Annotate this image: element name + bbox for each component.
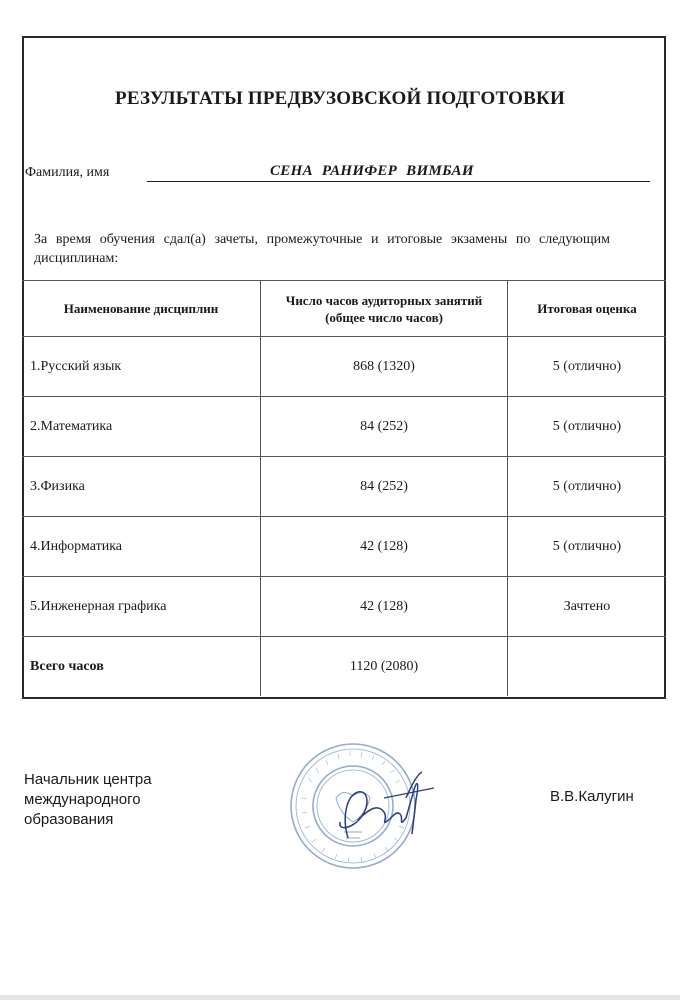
hours-cell: 42 (128) [261,577,508,637]
name-underline [147,181,650,182]
header-grade: Итоговая оценка [508,281,667,337]
total-row [22,637,666,697]
grade-cell: 5 (отлично) [508,517,667,577]
intro-text: За время обучения сдал(а) зачеты, промежуточные и итоговые экзамены по следующим дисциплинам: [34,232,610,266]
total-grade [508,637,667,697]
table-header-row [22,281,666,337]
grade-cell: 5 (отлично) [508,457,667,517]
name-label: Фамилия, имя [25,165,110,180]
hours-cell: 84 (252) [261,457,508,517]
hours-cell: 868 (1320) [261,337,508,397]
position-line: образования [24,811,114,828]
header-discipline: Наименование дисциплин [22,281,261,337]
discipline-cell: 4.Информатика [22,517,261,577]
header-hours: Число часов аудиторных занятий (общее число часов) [261,281,508,337]
name-row [25,163,650,183]
position-line: международного [24,791,141,808]
discipline-cell: 1.Русский язык [22,337,261,397]
official-stamp [288,738,438,873]
discipline-cell: 2.Математика [22,397,261,457]
table-row [22,397,666,457]
document-title: РЕЗУЛЬТАТЫ ПРЕДВУЗОВСКОЙ ПОДГОТОВКИ [115,88,565,109]
table-row [22,337,666,397]
table-row [22,457,666,517]
total-hours: 1120 (2080) [261,637,508,697]
total-label: Всего часов [22,637,261,697]
discipline-cell: 5.Инженерная графика [22,577,261,637]
table-row [22,577,666,637]
hours-cell: 42 (128) [261,517,508,577]
discipline-cell: 3.Физика [22,457,261,517]
grades-table [22,280,666,696]
hours-cell: 84 (252) [261,397,508,457]
page-bottom-edge [0,995,680,1000]
grade-cell: 5 (отлично) [508,397,667,457]
table-row [22,517,666,577]
grade-cell: Зачтено [508,577,667,637]
student-name: СЕНА РАНИФЕР ВИМБАИ [270,163,474,179]
grade-cell: 5 (отлично) [508,337,667,397]
signer-position [24,770,152,830]
signer-name: В.В.Калугин [550,788,634,805]
stamp-seal [291,744,415,868]
position-line: Начальник центра [24,771,152,788]
